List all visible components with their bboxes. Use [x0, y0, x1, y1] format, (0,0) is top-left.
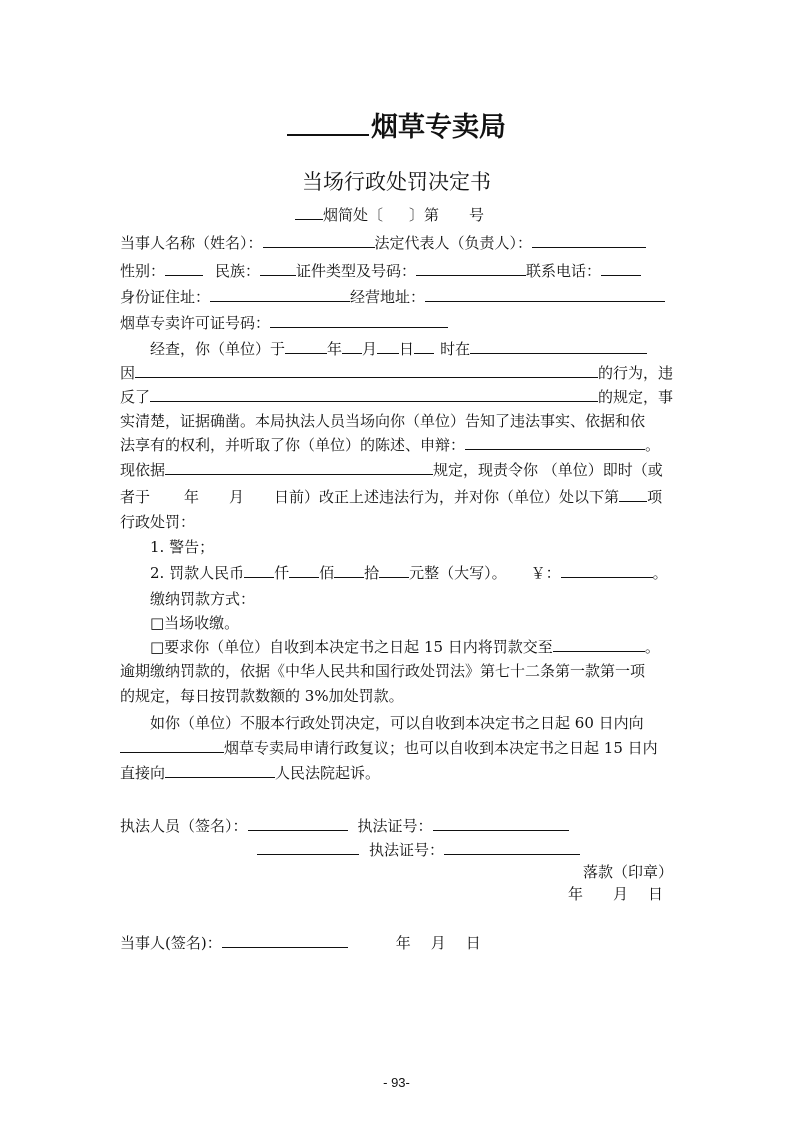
legal-rep-blank[interactable] — [532, 233, 646, 248]
officer-signature-row-2: 执法证号： — [257, 840, 580, 860]
appeal-line-3: 直接向 人民法院起诉。 — [120, 764, 381, 782]
address-row: 身份证住址： 经营地址： — [120, 287, 665, 307]
court-blank[interactable] — [165, 763, 275, 778]
id-address-blank[interactable] — [210, 287, 350, 302]
payment-transfer-option[interactable]: □要求你（单位）自收到本决定书之日起 15 日内将罚款交至 。 — [150, 638, 660, 656]
violated-rule-blank[interactable] — [150, 387, 598, 402]
overdue-line-1: 逾期缴纳罚款的，依据《中华人民共和国行政处罚法》第七十二条第一款第一项 — [120, 662, 646, 680]
party-name-row: 当事人名称（姓名）： 法定代表人（负责人）： — [120, 233, 646, 253]
officer-1-signature-blank[interactable] — [248, 816, 348, 831]
fine-bai-blank[interactable] — [289, 563, 319, 578]
phone-blank[interactable] — [601, 261, 641, 276]
bureau-title: 烟草专卖局 — [0, 106, 793, 146]
biz-address-blank[interactable] — [425, 287, 665, 302]
seal-label: 落款（印章） — [583, 863, 674, 881]
doc-number-line: 烟简处〔 〕第 号 — [295, 205, 484, 225]
finding-line-5: 法享有的权利，并听取了你（单位）的陈述、申辩： 。 — [120, 436, 661, 454]
doc-no-prefix-blank[interactable] — [295, 205, 323, 220]
license-blank[interactable] — [270, 313, 448, 328]
location-blank[interactable] — [470, 339, 647, 354]
payment-onsite-option[interactable]: □当场收缴。 — [150, 614, 240, 632]
fine-qian-blank[interactable] — [244, 563, 274, 578]
party-signature-blank[interactable] — [222, 933, 348, 948]
party-detail-row: 性别： 民族： 证件类型及号码： 联系电话： — [120, 261, 641, 281]
fine-amount-blank[interactable] — [561, 563, 653, 578]
party-name-blank[interactable] — [263, 233, 375, 248]
fine-shi-blank[interactable] — [334, 563, 364, 578]
finding-line-6: 现依据 规定，现责令你 （单位）即时（或 — [120, 461, 663, 479]
legal-basis-blank[interactable] — [165, 460, 433, 475]
bureau-name-blank[interactable] — [287, 106, 369, 136]
finding-line-4: 实清楚，证据确凿。本局执法人员当场向你（单位）告知了违法事实、依据和依 — [120, 412, 646, 430]
year-blank[interactable] — [285, 339, 327, 354]
id-number-blank[interactable] — [416, 261, 526, 276]
penalty-item-blank[interactable] — [619, 487, 647, 502]
party-signature-row: 当事人(签名)： 年 月 日 — [120, 934, 481, 952]
officer-1-cert-blank[interactable] — [433, 816, 569, 831]
officer-2-signature-blank[interactable] — [257, 840, 359, 855]
penalty-fine: 2. 罚款人民币 仟 佰 拾 元整（大写）。 ￥： 。 — [150, 564, 668, 582]
ethnic-blank[interactable] — [260, 261, 296, 276]
penalty-warning: 1. 警告； — [150, 538, 215, 556]
statement-blank[interactable] — [465, 435, 645, 450]
appeal-line-2: 烟草专卖局申请行政复议；也可以自收到本决定书之日起 15 日内 — [120, 738, 658, 758]
page-number: - 93- — [383, 1075, 410, 1090]
payment-destination-blank[interactable] — [553, 637, 645, 652]
behavior-blank[interactable] — [135, 363, 598, 378]
month-blank[interactable] — [342, 339, 362, 354]
review-bureau-blank[interactable] — [120, 738, 224, 753]
finding-line-2: 因 的行为，违 — [120, 364, 674, 382]
gender-blank[interactable] — [165, 261, 203, 276]
finding-line-7: 者于 年 月 日前）改正上述违法行为，并对你（单位）处以下第 项 — [120, 488, 663, 506]
fine-yuan-blank[interactable] — [379, 563, 409, 578]
doc-title: 当场行政处罚决定书 — [302, 170, 491, 194]
finding-line-3: 反了 的规定，事 — [120, 388, 674, 406]
overdue-line-2: 的规定，每日按罚款数额的 3%加处罚款。 — [120, 687, 404, 705]
day-blank[interactable] — [377, 339, 399, 354]
officer-signature-row-1: 执法人员（签名）： 执法证号： — [120, 816, 569, 836]
license-row: 烟草专卖许可证号码： — [120, 313, 448, 333]
finding-line-1: 经查，你（单位）于 年 月 日 时在 — [150, 339, 647, 359]
appeal-line-1: 如你（单位）不服本行政处罚决定，可以自收到本决定书之日起 60 日内向 — [150, 714, 644, 732]
seal-date: 年 月 日 — [568, 885, 664, 903]
payment-method-label: 缴纳罚款方式： — [150, 590, 256, 608]
finding-line-8: 行政处罚： — [120, 513, 196, 531]
hour-blank[interactable] — [414, 339, 434, 354]
officer-2-cert-blank[interactable] — [444, 840, 580, 855]
